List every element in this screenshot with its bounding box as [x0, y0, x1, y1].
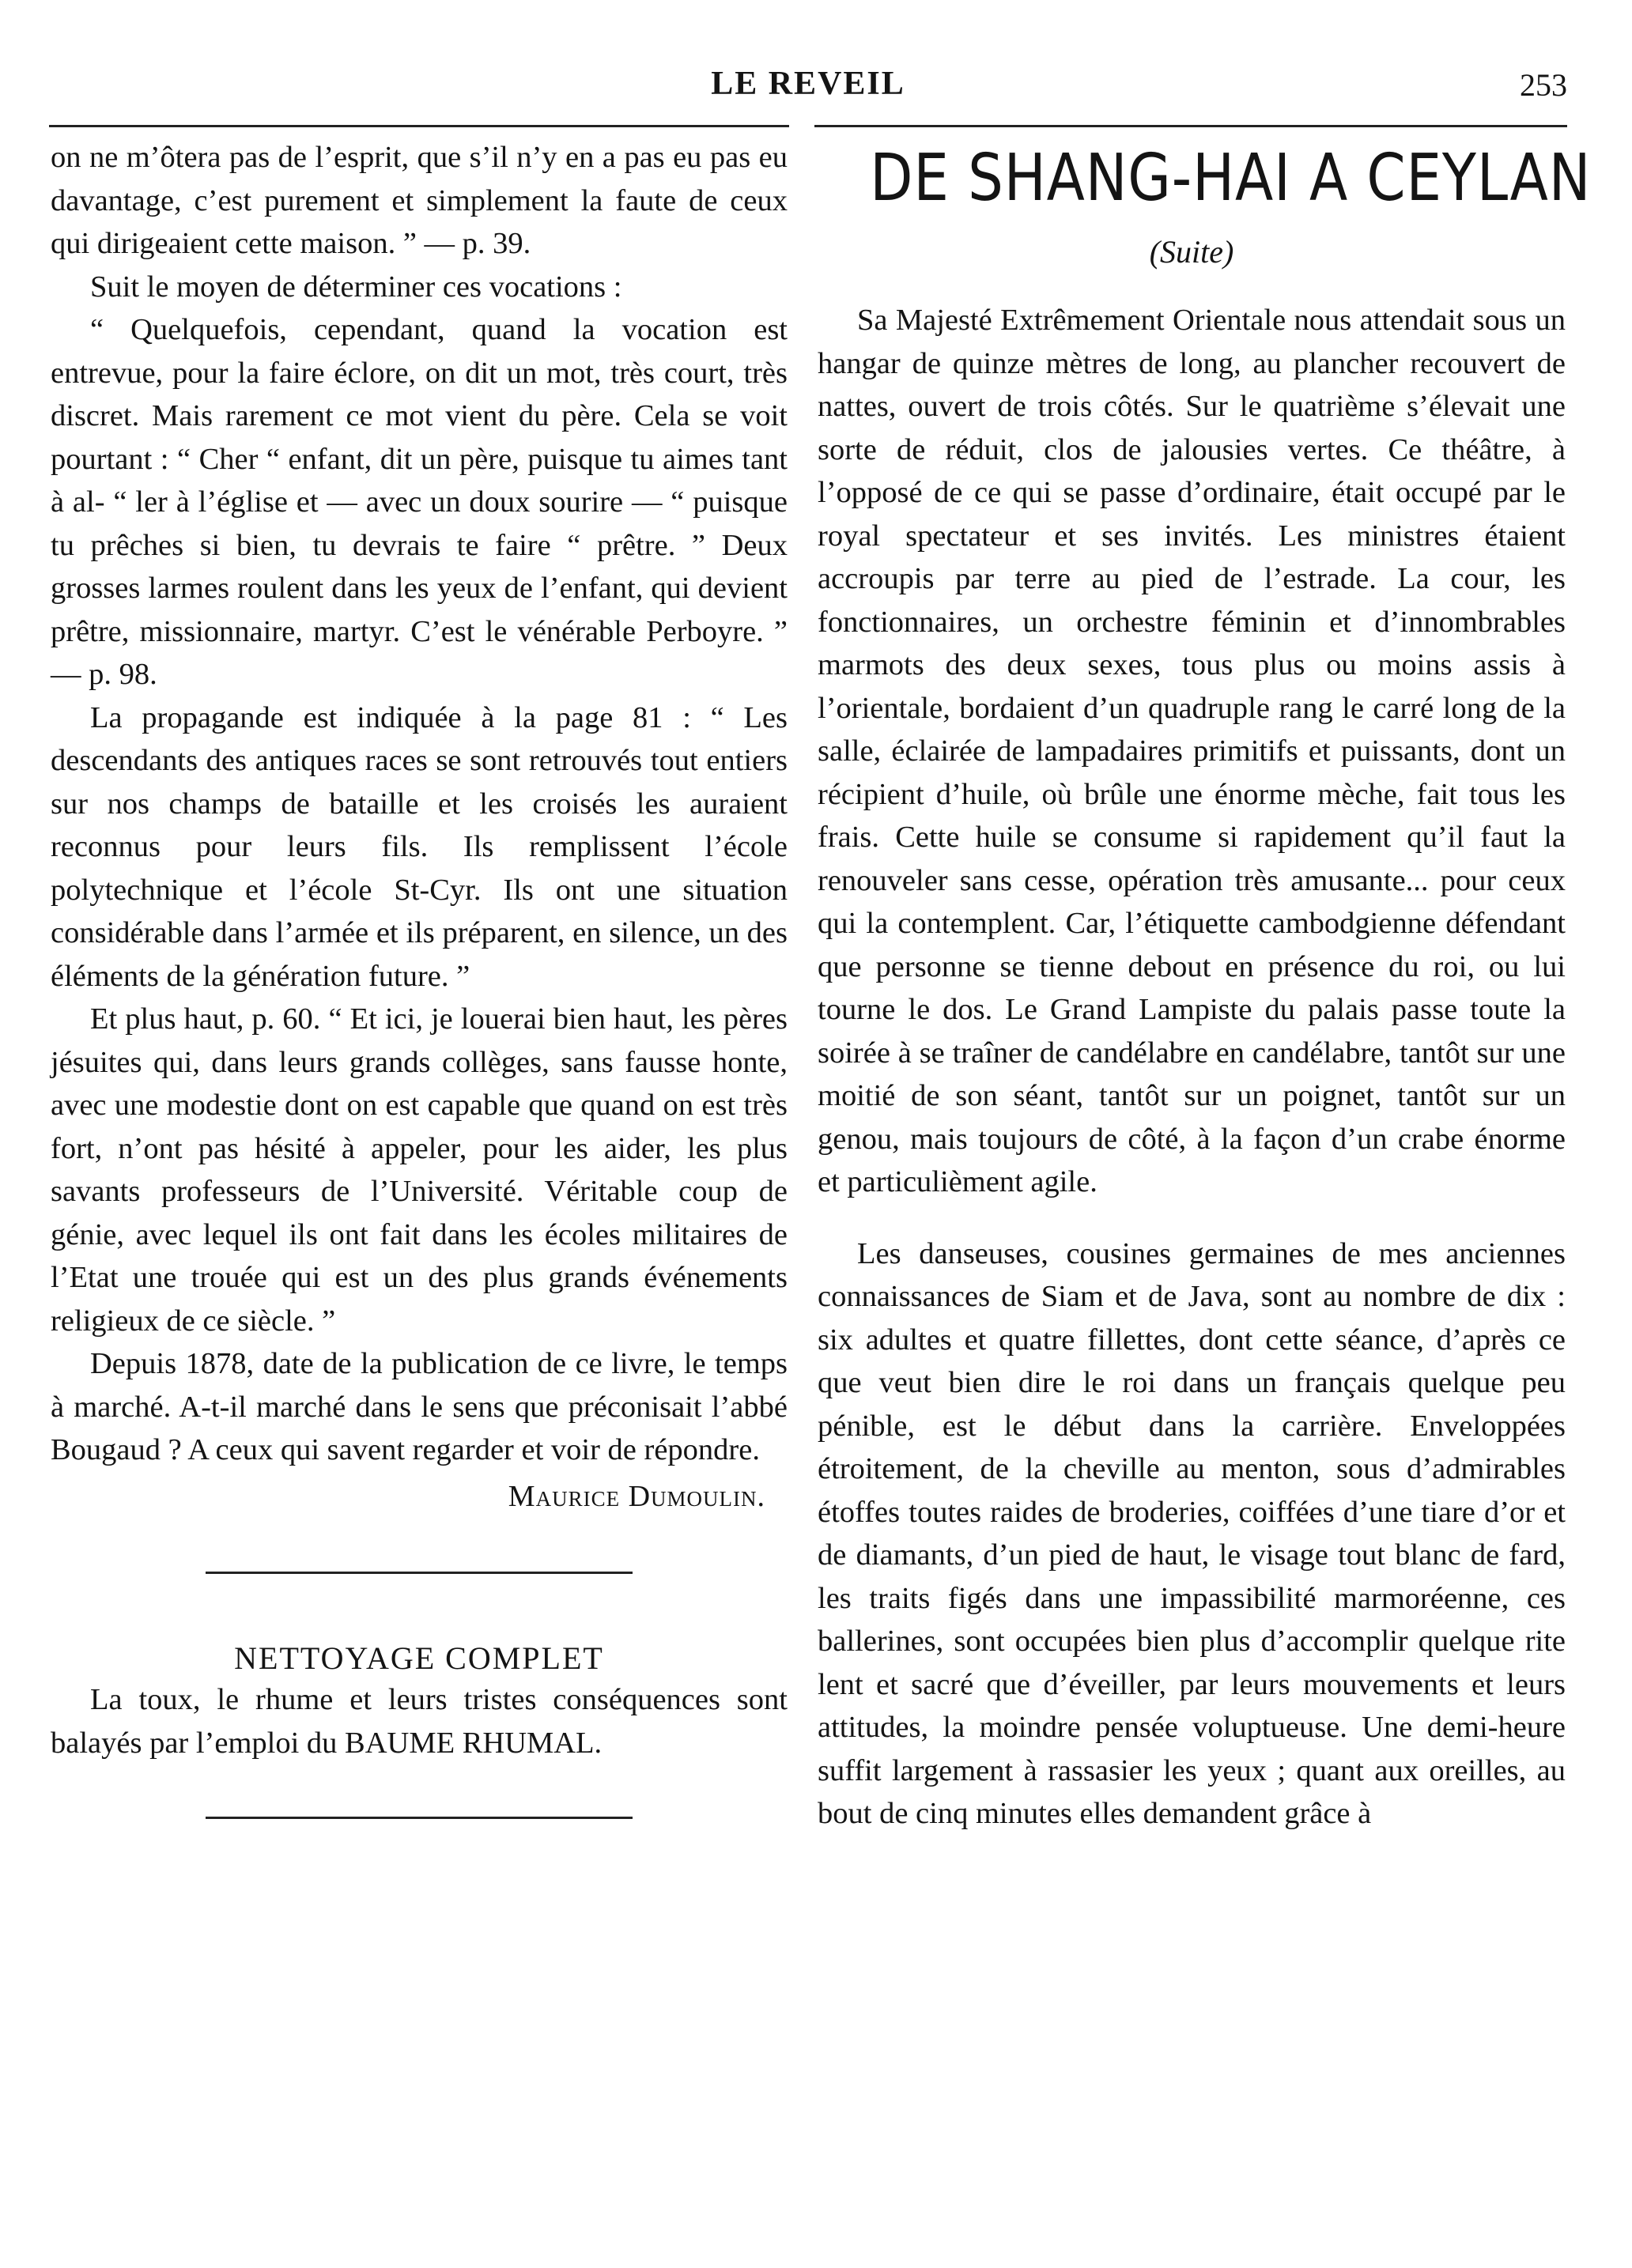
page-number: 253: [1520, 67, 1567, 103]
right-column: [818, 136, 1592, 1836]
header-rule-left: [49, 125, 789, 127]
left-column: [51, 136, 788, 1819]
paragraph: Les danseuses, cousines germaines de mes anciennes connaissances de Siam et de Java, sont au nombre de dix : six adultes et quatre fillettes, dont cette séance, d’après ce que veut bien dire le roi dans un français quelque peu pénible, est le début dans la carrière. Enveloppées étroitement, de la cheville au menton, sous d’admirables étoffes toutes raides de broderies, coiffées d’une tiare d’or et de diamants, d’un pied de haut, le visage tout blanc de fard, les traits figés dans une impassibilité marmoréenne, ces ballerines, sont occupées bien plus d’accomplir quelque rite lent et sacré que d’éveiller, par leurs mouvements et leurs attitudes, la moindre pensée voluptueuse. Une demi-heure suffit largement à rassasier les yeux ; quant aux oreilles, au bout de cinq minutes elles demandent grâce à: [818, 1236, 1566, 1830]
article-title: DE SHANG-HAI A CEYLAN: [870, 141, 1592, 216]
article-subtitle: (Suite): [1149, 234, 1234, 270]
notice-title: NETTOYAGE COMPLET: [234, 1640, 604, 1676]
section-divider: [206, 1817, 633, 1819]
paragraph: Et plus haut, p. 60. “ Et ici, je louerai bien haut, les pères jésuites qui, dans leurs grands collèges, sans fausse honte, avec une modestie dont on est capable que quand on est très fort, n’ont pas hésité à appeler, pour les aider, les plus savants professeurs de l’Université. Véritable coup de génie, avec lequel ils ont fait dans les écoles militaires de l’Etat une trouée qui est un des plus grands événements religieux de ce siècle. ”: [51, 1002, 788, 1338]
paragraph-gap: [818, 1204, 1566, 1232]
paragraph: La propagande est indiquée à la page 81 : “ Les descendants des antiques races se sont retrouvés tout entiers sur nos champs de bataille et les croisés les auraient reconnus pour leurs fils. Ils remplissent l’école polytechnique et l’école St-Cyr. Ils ont une situation considérable dans l’armée et ils préparent, en silence, un des éléments de la génération future. ”: [51, 700, 788, 993]
page-header: [49, 62, 1567, 109]
paragraph: on ne m’ôtera pas de l’esprit, que s’il n’y en a pas eu pas eu davantage, c’est purement et simplement la faute de ceux qui dirigeaient cette maison. ” — p. 39.: [51, 141, 788, 260]
paragraph: “ Quelquefois, cependant, quand la vocation est entrevue, pour la faire éclore, on dit un mot, très court, très discret. Mais rarement ce mot vient du père. Cela se voit pourtant : “ Cher “ enfant, dit un père, puisque tu aimes tant à al- “ ler à l’église et — avec un doux sourire — “ puisque tu prêches si bien, tu devrais te faire “ prêtre. ” Deux grosses larmes roulent dans les yeux de l’enfant, qui devient prêtre, missionnaire, martyr. C’est le vénérable Perboyre. ” — p. 98.: [51, 313, 788, 691]
paragraph: Sa Majesté Extrêmement Orientale nous attendait sous un hangar de quinze mètres de long, au plancher recouvert de nattes, ouvert de trois côtés. Sur le quatrième s’élevait une sorte de réduit, clos de jalousies vertes. Ce théâtre, à l’opposé de ce qui se passe d’ordinaire, était occupé par le royal spectateur et ses invités. Les ministres étaient accroupis par terre au pied de l’estrade. La cour, les fonctionnaires, un orchestre féminin et d’innombrables marmots des deux sexes, tous plus ou moins assis à l’orientale, bordaient d’un quadruple rang le carré long de la salle, éclairée de lampadaires primitifs et puissants, dont un récipient d’huile, où brûle une énorme mèche, fait tous les frais. Cette huile se consume si rapidement qu’il faut la renouveler sans cesse, opération très amusante... pour ceux qui la contemplent. Car, l’étiquette cambodgienne défendant que personne se tienne debout en présence du roi, ou lui tourne le dos. Le Grand Lampiste du palais passe toute la soirée à se traîner de candélabre en candélabre, tantôt sur une moitié de son séant, tantôt sur un poignet, tantôt sur un genou, mais toujours de côté, à la façon d’un crabe énorme et particulièment agile.: [818, 304, 1566, 1198]
section-divider: [206, 1572, 633, 1574]
header-rule-right: [814, 125, 1567, 127]
notice-body: La toux, le rhume et leurs tristes conséquences sont balayés par l’emploi du BAUME RHUMAL.: [51, 1683, 788, 1760]
author-signature: Maurice Dumoulin.: [508, 1479, 765, 1513]
running-title: LE REVEIL: [711, 66, 905, 102]
paragraph: Depuis 1878, date de la publication de ce livre, le temps à marché. A-t-il marché dans le sens que préconisait l’abbé Bougaud ? A ceux qui savent regarder et voir de répondre.: [51, 1347, 788, 1466]
paragraph: Suit le moyen de déterminer ces vocations :: [90, 270, 622, 304]
